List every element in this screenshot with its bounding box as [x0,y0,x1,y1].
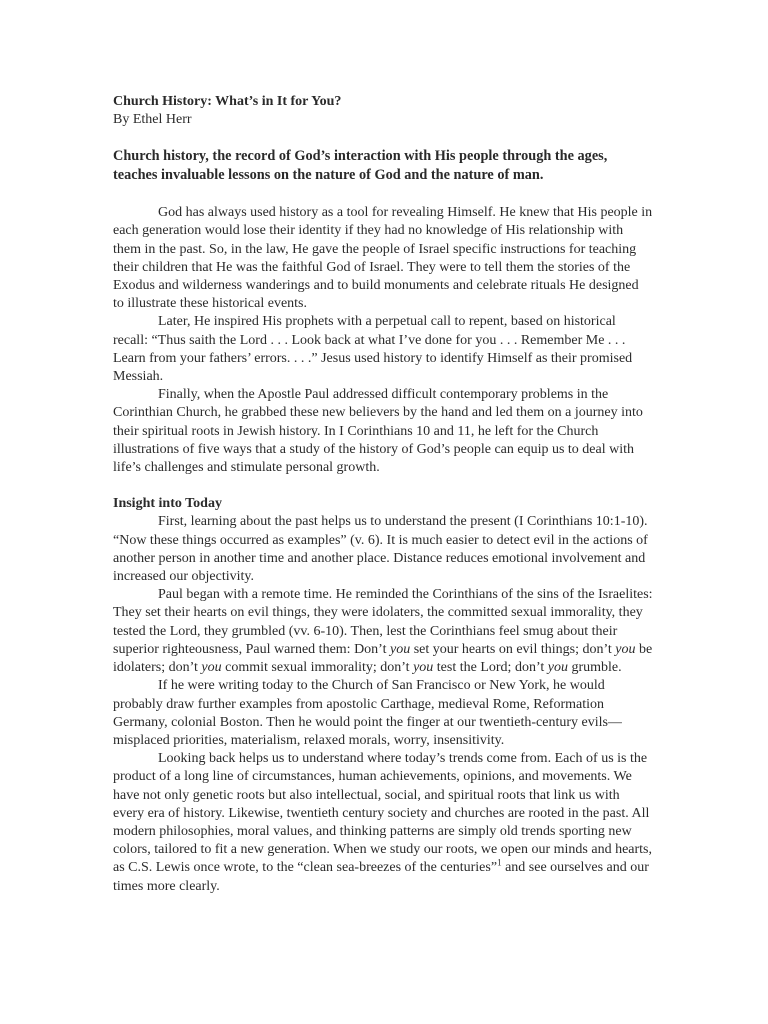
body-paragraph [113,586,653,677]
body-paragraph [113,750,653,896]
footnote-marker: 1 [497,857,502,868]
document-page [113,93,653,896]
byline: By Ethel Herr [113,112,192,128]
text-run: test the Lord; don’t [433,660,548,676]
emphasis-you: you [413,660,434,676]
intro-paragraph: Finally, when the Apostle Paul addressed difficult contemporary problems in the Corinthian Church, he grabbed these new believers by the hand and led them on a journey into their spiritual roots in Jewish history. In I Corinthians 10 and 11, he left for the Church illustrations of five ways that a study of the history of God’s people can equip us to deal with life’s challenges and stimulate personal growth. [113,387,643,476]
intro-paragraph: Later, He inspired His prophets with a perpetual call to repent, based on historical recall: “Thus saith the Lord . . . Look back at what I’ve done for you . . . Remember Me . . . Learn from your fathers’ errors. . . .” Jesus used history to identify Himself as their promised Messiah. [113,314,633,385]
text-run: Paul began with a remote time. He reminded the Corinthians of the sins of the Israelites: They set their hearts on evil things, they were idolaters, the committed sexual immorality, they tested the Lord, they grumbled (vv. 6-10). Then, lest the Corinthians feel smug about their superior righteousness, Paul warned them: Don’t [113,587,653,657]
emphasis-you: you [615,641,636,657]
emphasis-you: you [201,660,222,676]
body-paragraph: If he were writing today to the Church of San Francisco or New York, he would probably draw further examples from apostolic Carthage, medieval Rome, Reformation Germany, colonial Boston. Then he would point the finger at our twentieth-century evils—misplaced priorities, materialism, relaxed morals, worry, insensitivity. [113,678,622,748]
text-run: Looking back helps us to understand where today’s trends come from. Each of us is the product of a long line of circumstances, human achievements, opinions, and movements. We have not only genetic roots but also intellectual, social, and spiritual roots that link us with every era of history. Likewise, twentieth century society and churches are rooted in the past. All modern philosophies, moral values, and thinking patterns are simply old trends sporting new colors, tailored to fit a new generation. When we study our roots, we open our minds and hearts, as C.S. Lewis once wrote, to the “clean sea-breezes of the centuries” [113,751,652,876]
text-run: commit sexual immorality; don’t [221,660,414,676]
section-heading: Insight into Today [113,496,222,512]
summary-paragraph: Church history, the record of God’s interaction with His people through the ages, teaches invaluable lessons on the nature of God and the nature of man. [113,148,608,183]
text-run: be idolaters; don’t [113,641,653,676]
body-paragraph: First, learning about the past helps us to understand the present (I Corinthians 10:1-10). “Now these things occurred as examples” (v. 6). It is much easier to detect evil in the actions of another person in another time and another place. Distance reduces emotional involvement and increased our objectivity. [113,514,648,585]
article-title: Church History: What’s in It for You? [113,94,342,109]
text-run: grumble. [567,660,622,676]
emphasis-you: you [547,660,568,676]
text-run: and see ourselves and our times more clearly. [113,860,649,894]
emphasis-you: you [389,641,411,657]
text-run: set your hearts on evil things; don’t [410,641,616,657]
intro-paragraph: God has always used history as a tool for revealing Himself. He knew that His people in each generation would lose their identity if they had no knowledge of His relationship with them in the past. So, in the law, He gave the people of Israel specific instructions for teaching their children that He was the faithful God of Israel. They were to tell them the stories of the Exodus and wilderness wanderings and to build monuments and celebrate rituals He designed to illustrate these historical events. [113,205,653,312]
